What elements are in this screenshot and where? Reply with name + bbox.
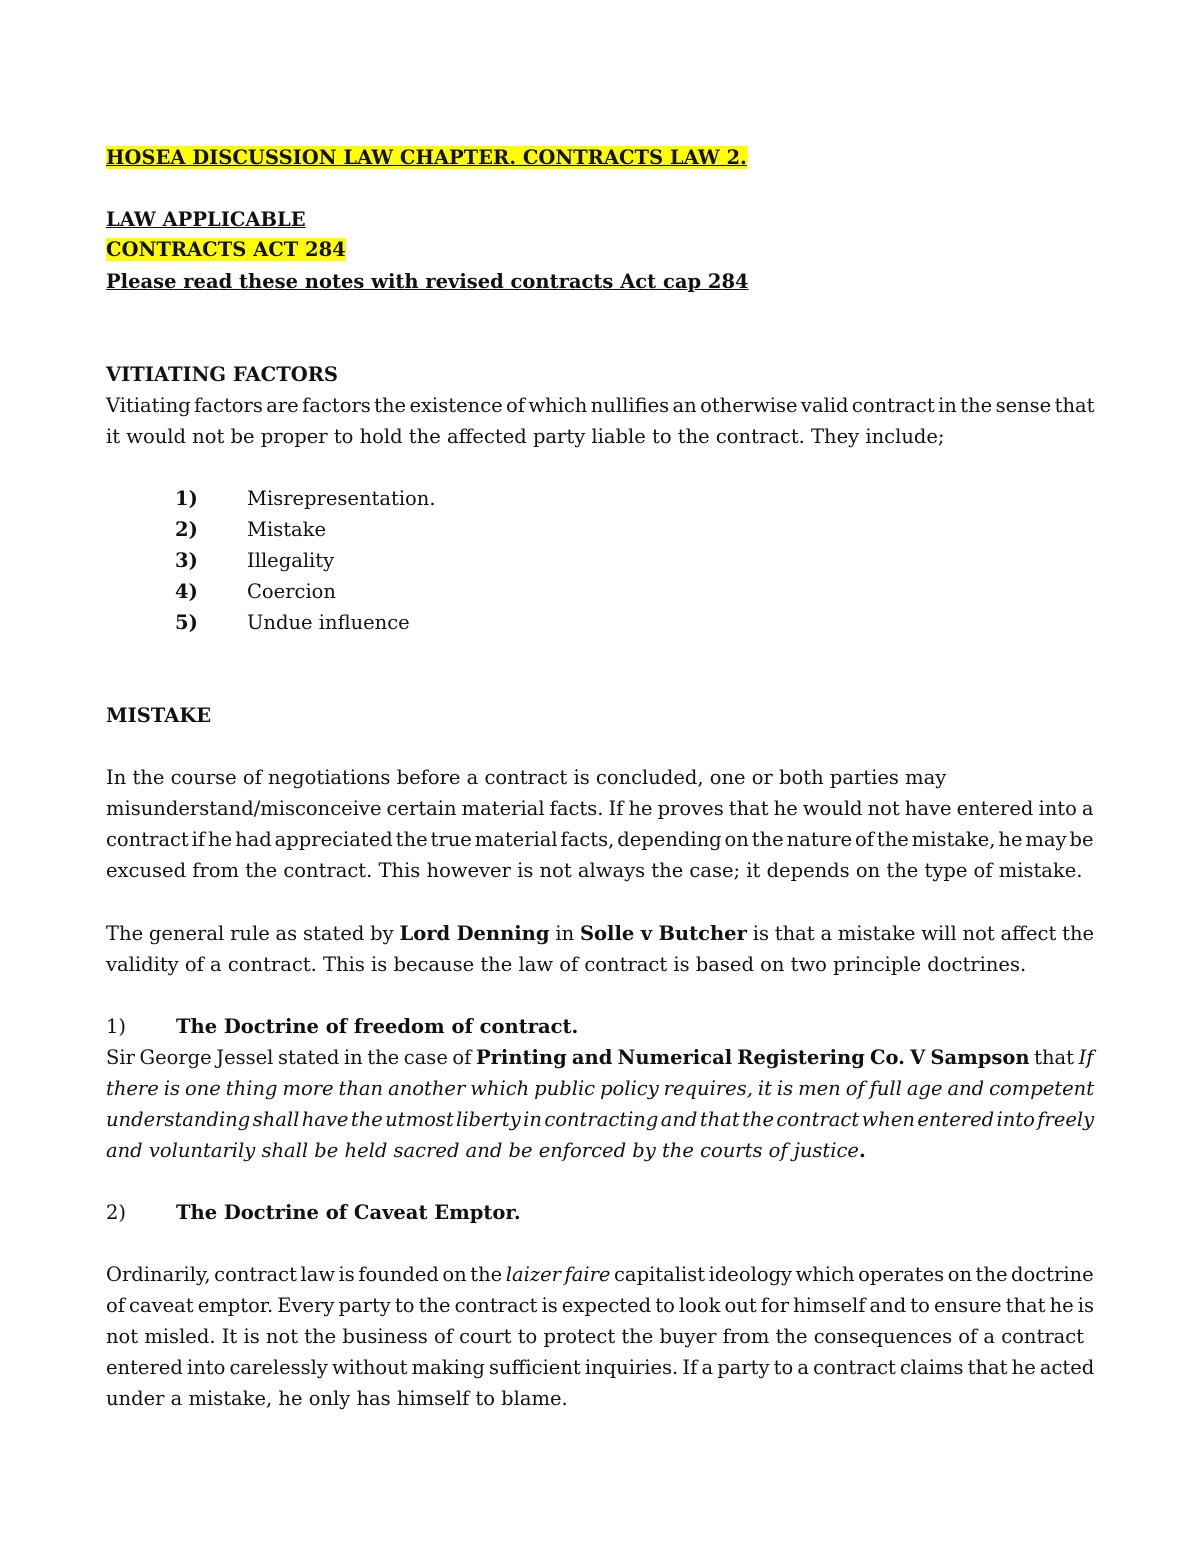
case-name: Printing and Numerical Registering Co. V Sampson — [475, 1046, 1030, 1069]
list-number: 2) — [175, 518, 198, 541]
doctrine-1-title: The Doctrine of freedom of contract. — [176, 1015, 579, 1038]
doctrine-1-line-2: there is one thing more than another which public policy requires, it is men of full age and competent — [106, 1077, 1095, 1100]
mistake-para-1-line-3: contract if he had appreciated the true material facts, depending on the nature of the mistake, he may be — [106, 828, 1094, 851]
doctrine-2-title: The Doctrine of Caveat Emptor. — [176, 1201, 521, 1224]
doctrine-2-line-5: under a mistake, he only has himself to blame. — [106, 1387, 568, 1410]
reading-note — [106, 270, 749, 294]
list-item: Misrepresentation. — [247, 487, 436, 510]
title-text: HOSEA DISCUSSION LAW CHAPTER. CONTRACTS LAW 2. — [106, 146, 747, 169]
para-text: Sir George Jessel stated in the case of — [106, 1046, 472, 1069]
mistake-heading: MISTAKE — [106, 704, 212, 727]
vitiating-text-1: Vitiating factors are factors the existence of which nullifies an otherwise valid contract in the sense that — [106, 394, 1095, 417]
law-applicable-text: LAW APPLICABLE — [106, 208, 306, 231]
vitiating-para-line-1 — [106, 394, 1094, 418]
list-number: 1) — [175, 487, 198, 510]
document-title — [106, 146, 747, 170]
list-item: Mistake — [247, 518, 327, 541]
list-number: 3) — [175, 549, 198, 572]
case-name: Solle v Butcher — [579, 922, 747, 945]
para-text: capitalist ideology which operates on the doctrine — [614, 1263, 1094, 1286]
list-item: Undue influence — [247, 611, 410, 634]
doctrine-2-line-1 — [106, 1263, 1094, 1287]
quote-text: If — [1078, 1046, 1094, 1069]
list-number: 4) — [175, 580, 198, 603]
mistake-para-1-line-4: excused from the contract. This however is not always the case; it depends on the type of mistake. — [106, 859, 1083, 882]
doctrine-1-line-4 — [106, 1139, 866, 1163]
list-item: Coercion — [247, 580, 336, 603]
para-text: that — [1034, 1046, 1075, 1069]
mistake-para-1-line-2: misunderstand/misconceive certain material facts. If he proves that he would not have entered into a — [106, 797, 1094, 820]
mistake-para-2-line-2: validity of a contract. This is because the law of contract is based on two principle doctrines. — [106, 953, 1027, 976]
list-number: 5) — [175, 611, 198, 634]
doctrine-2-line-2: of caveat emptor. Every party to the contract is expected to look out for himself and to ensure that he is — [106, 1294, 1095, 1317]
para-text: is that a mistake will not affect the — [752, 922, 1095, 945]
para-text: The general rule as stated by — [106, 922, 394, 945]
doctrine-1-line-1 — [106, 1046, 1094, 1070]
vitiating-para-line-2: it would not be proper to hold the affected party liable to the contract. They include; — [106, 425, 945, 448]
law-applicable-heading — [106, 208, 306, 232]
latin-phrase: laizer faire — [505, 1263, 611, 1286]
doctrine-1-line-3: understanding shall have the utmost liberty in contracting and that the contract when entered into freely — [106, 1108, 1095, 1131]
judge-name: Lord Denning — [399, 922, 550, 945]
mistake-para-1-line-1 — [106, 766, 1094, 790]
doctrine-1-number: 1) — [106, 1015, 127, 1038]
para-text: Ordinarily, contract law is founded on the — [106, 1263, 503, 1286]
doctrine-2-line-4: entered into carelessly without making sufficient inquiries. If a party to a contract claims that he acted — [106, 1356, 1095, 1379]
list-item: Illegality — [247, 549, 335, 572]
mistake-text: In the course of negotiations before a contract is concluded, one or both parties may — [106, 766, 947, 789]
mistake-para-2-line-1 — [106, 922, 1094, 946]
vitiating-heading: VITIATING FACTORS — [106, 363, 338, 386]
quote-text: and voluntarily shall be held sacred and be enforced by the courts of justice — [106, 1139, 859, 1162]
para-text: in — [555, 922, 575, 945]
quote-end: . — [858, 1139, 866, 1162]
reading-note-text: Please read these notes with revised contracts Act cap 284 — [106, 270, 749, 293]
doctrine-2-line-3: not misled. It is not the business of court to protect the buyer from the consequences of a contract — [106, 1325, 1085, 1348]
contracts-act-text: CONTRACTS ACT 284 — [106, 238, 346, 261]
doctrine-2-number: 2) — [106, 1201, 127, 1224]
contracts-act-heading — [106, 238, 346, 262]
